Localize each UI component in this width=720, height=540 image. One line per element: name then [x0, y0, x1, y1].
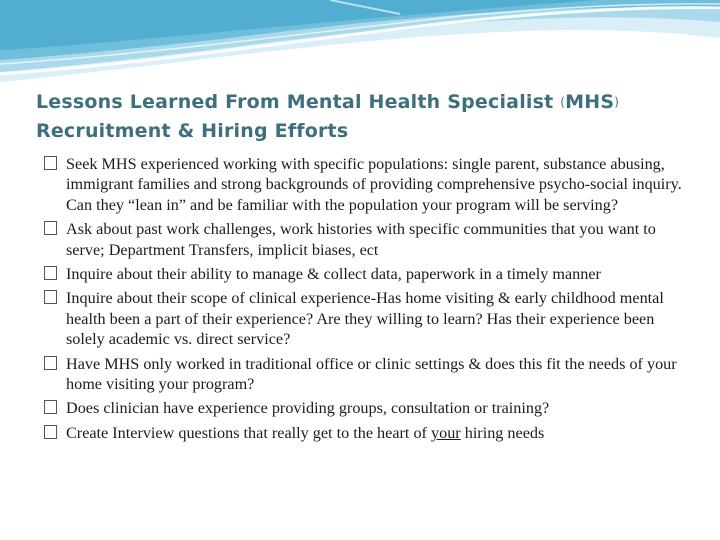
bullet-list [44, 154, 684, 447]
bullet-text: Have MHS only worked in traditional office or clinic settings & does this fit the needs of your home visiting your program? [66, 354, 677, 394]
bullet-text: Ask about past work challenges, work histories with specific communities that you want to serve; Department Transfers, implicit biases, ect [66, 220, 656, 259]
bullet-item [44, 154, 684, 215]
bullet-item [44, 354, 684, 395]
bullet-box-icon [44, 266, 57, 280]
bullet-text-part: Create Interview questions that really get to the heart of [66, 423, 431, 442]
bullet-text: Inquire about their ability to manage & collect data, paperwork in a timely manner [66, 265, 601, 284]
slide-title-line2: Recruitment & Hiring Efforts [36, 120, 349, 142]
bullet-item [44, 423, 684, 443]
bullet-box-icon [44, 425, 57, 439]
bullet-item [44, 219, 684, 260]
bullet-text: Inquire about their scope of clinical experience-Has home visiting & early childhood mental health been a part of their experience? Are they willing to learn? Has their experience been solely academic vs. direct service? [66, 289, 664, 349]
bullet-box-icon [44, 156, 57, 170]
title-paren-close: ) [614, 95, 620, 109]
bullet-box-icon [44, 221, 57, 235]
title-abbreviation: MHS [565, 91, 615, 113]
bullet-box-icon [44, 356, 57, 370]
bullet-item [44, 264, 684, 284]
slide-title-line1 [36, 88, 696, 117]
bullet-underlined-word: your [431, 423, 461, 442]
title-paren-open: ( [560, 95, 566, 109]
slide-title [36, 88, 696, 146]
bullet-text-part: hiring needs [460, 423, 545, 442]
title-text: Lessons Learned From Mental Health Specialist [36, 91, 561, 113]
bullet-item [44, 288, 684, 349]
bullet-box-icon [44, 290, 57, 304]
header-wave-decoration [0, 0, 720, 95]
bullet-item [44, 398, 684, 418]
bullet-text: Seek MHS experienced working with specific populations: single parent, substance abusing, immigrant families and strong backgrounds of providing comprehensive psycho-social inquiry. Can they “lean in” and be familiar with the population your program will be serving? [66, 155, 682, 214]
bullet-text: Does clinician have experience providing groups, consultation or training? [66, 399, 550, 418]
bullet-box-icon [44, 400, 57, 414]
